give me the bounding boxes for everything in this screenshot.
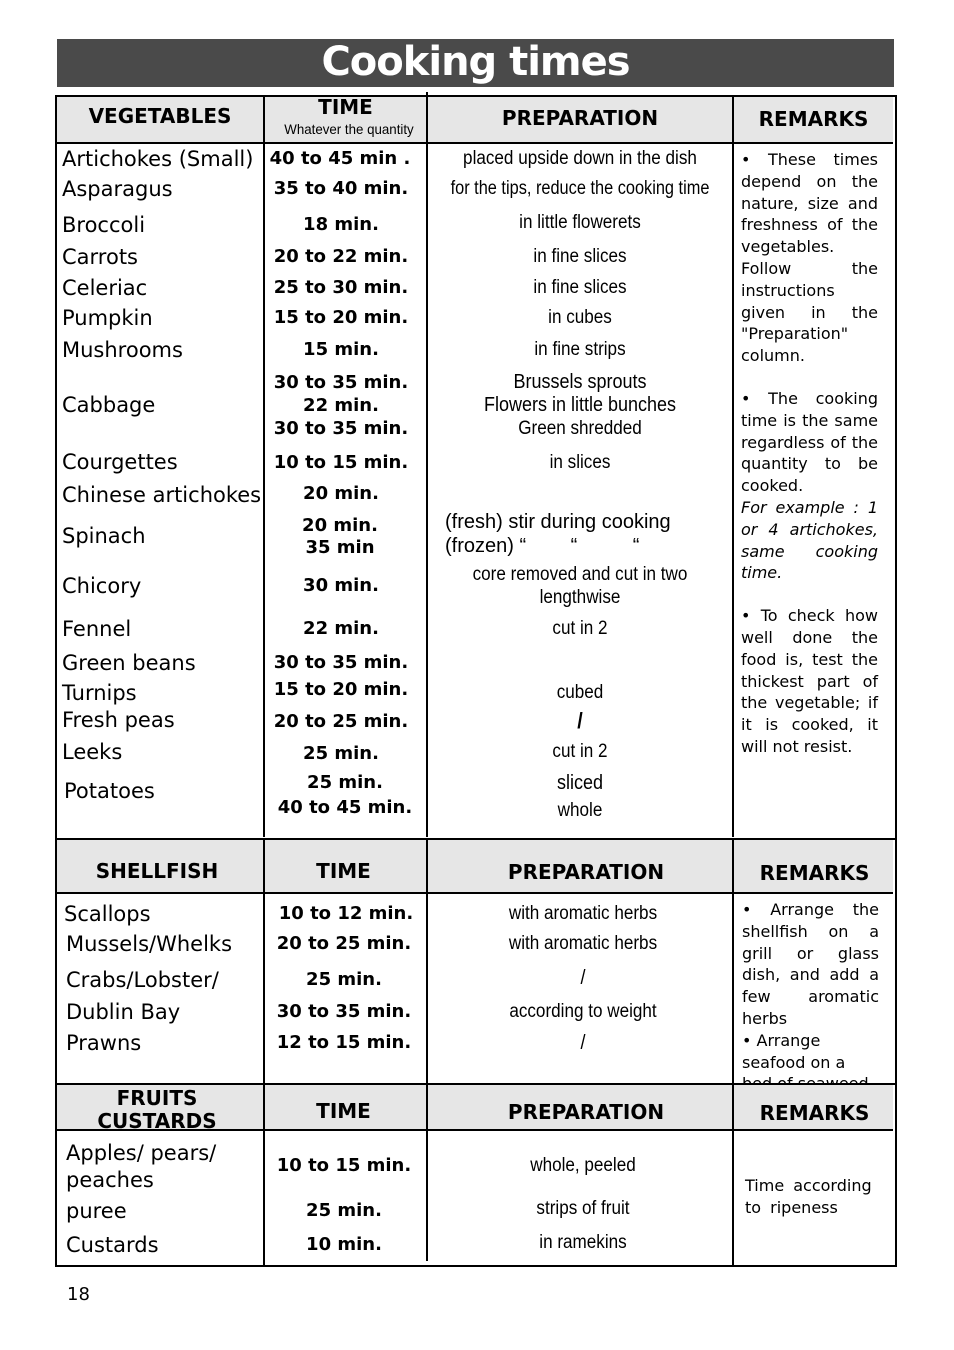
remark-text: • To check how well done the food is, test the thickest part of the vegetable; if it is cooked, it will not resist. bbox=[741, 606, 878, 756]
veg-time: 18 min. bbox=[303, 214, 379, 235]
veg-name: Broccoli bbox=[62, 213, 146, 237]
remarks-header: REMARKS bbox=[758, 107, 869, 131]
time-subheader: Whatever the quantity bbox=[284, 121, 414, 137]
veg-time: 30 to 35 min. bbox=[273, 418, 409, 439]
remark-text: For example : 1 or 4 artichokes, same cooking time. bbox=[741, 497, 878, 583]
veg-time: 40 to 45 min. bbox=[277, 797, 413, 818]
veg-prep: (fresh) stir during cooking bbox=[445, 511, 671, 533]
time-header: TIME bbox=[316, 859, 371, 883]
veg-prep: / bbox=[577, 708, 583, 733]
remark-text: • The cooking time is the same regardless of the quantity to be cooked. bbox=[741, 388, 878, 496]
veg-time: 20 to 22 min. bbox=[273, 246, 409, 267]
veg-name: Turnips bbox=[62, 681, 137, 705]
shellfish-name: Dublin Bay bbox=[66, 1000, 181, 1024]
shellfish-time: 25 min. bbox=[306, 969, 382, 990]
time-header: TIME bbox=[318, 95, 373, 119]
preparation-header: PREPARATION bbox=[501, 106, 659, 130]
page-number: 18 bbox=[67, 1284, 90, 1305]
shellfish-remarks bbox=[742, 899, 879, 1095]
veg-prep: cut in 2 bbox=[552, 741, 608, 762]
veg-time: 20 to 25 min. bbox=[273, 711, 409, 732]
veg-time: 15 to 20 min. bbox=[273, 307, 409, 328]
veg-prep: (frozen) “ “ “ bbox=[445, 535, 640, 557]
veg-name: Fresh peas bbox=[62, 708, 175, 732]
fruit-prep: strips of fruit bbox=[536, 1198, 630, 1219]
veg-name: Chicory bbox=[62, 574, 142, 598]
veg-prep: Brussels sprouts bbox=[513, 371, 647, 393]
shellfish-prep: / bbox=[580, 1032, 586, 1054]
veg-prep: in fine slices bbox=[533, 277, 627, 298]
veg-time: 20 min. bbox=[302, 515, 378, 536]
fruit-name: Custards bbox=[66, 1233, 159, 1257]
shellfish-time: 20 to 25 min. bbox=[276, 933, 412, 954]
veg-prep: whole bbox=[557, 800, 603, 821]
remark-text: • Arrange the shellfish on a grill or glass dish, and add a few aromatic herbs bbox=[742, 900, 879, 1028]
preparation-header: PREPARATION bbox=[507, 1100, 665, 1124]
veg-time: 22 min. bbox=[303, 395, 379, 416]
fruit-prep: whole, peeled bbox=[530, 1155, 636, 1176]
veg-time: 15 min. bbox=[303, 339, 379, 360]
remark-text: Time according to ripeness bbox=[745, 1176, 872, 1217]
veg-time: 35 min bbox=[305, 537, 375, 558]
veg-prep: in slices bbox=[549, 452, 611, 473]
veg-prep: in little flowerets bbox=[519, 212, 641, 233]
veg-prep: Flowers in little bunches bbox=[483, 394, 677, 416]
shellfish-prep: / bbox=[580, 967, 586, 989]
shellfish-header: SHELLFISH bbox=[95, 859, 219, 883]
fruit-time: 25 min. bbox=[306, 1200, 382, 1221]
veg-time: 25 min. bbox=[307, 772, 383, 793]
shellfish-time: 30 to 35 min. bbox=[276, 1001, 412, 1022]
remark-text: • Arrange seafood on a bbox=[742, 1030, 846, 1072]
vegetables-header: VEGETABLES bbox=[88, 104, 232, 128]
veg-prep: cut in 2 bbox=[552, 618, 608, 639]
veg-name: Green beans bbox=[62, 651, 196, 675]
custards-header: CUSTARDS bbox=[97, 1109, 217, 1133]
veg-time: 22 min. bbox=[303, 618, 379, 639]
veg-time: 20 min. bbox=[303, 483, 379, 504]
veg-name: Potatoes bbox=[64, 779, 155, 803]
veg-name: Spinach bbox=[62, 524, 146, 548]
veg-name: Chinese artichokes bbox=[62, 483, 262, 507]
fruit-time: 10 min. bbox=[306, 1234, 382, 1255]
veg-name: Cabbage bbox=[62, 393, 156, 417]
veg-prep: for the tips, reduce the cooking time bbox=[450, 178, 710, 199]
veg-name: Pumpkin bbox=[62, 306, 153, 330]
veg-prep: placed upside down in the dish bbox=[463, 148, 697, 169]
remarks-header: REMARKS bbox=[759, 861, 870, 885]
fruit-time: 10 to 15 min. bbox=[276, 1155, 412, 1176]
time-header: TIME bbox=[316, 1099, 371, 1123]
shellfish-prep: with aromatic herbs bbox=[508, 903, 658, 924]
veg-time: 35 to 40 min. bbox=[273, 178, 409, 199]
veg-name: Celeriac bbox=[62, 276, 148, 300]
shellfish-name: Crabs/Lobster/ bbox=[66, 968, 219, 992]
fruit-name: peaches bbox=[66, 1168, 154, 1192]
fruits-remarks bbox=[745, 1175, 885, 1219]
veg-prep: in fine slices bbox=[533, 246, 627, 267]
veg-name: Asparagus bbox=[62, 177, 173, 201]
remarks-header: REMARKS bbox=[759, 1101, 870, 1125]
veg-name: Carrots bbox=[62, 245, 138, 269]
veg-prep: in cubes bbox=[548, 307, 612, 328]
remark-text: • These times depend on the nature, size and freshness of the vegetables. Follow the instructions given in the "Preparation" column. bbox=[741, 150, 878, 366]
shellfish-name: Prawns bbox=[66, 1031, 142, 1055]
shellfish-prep: according to weight bbox=[509, 1001, 657, 1022]
veg-name: Leeks bbox=[62, 740, 123, 764]
shellfish-prep: with aromatic herbs bbox=[508, 933, 658, 954]
veg-time: 40 to 45 min . bbox=[269, 148, 411, 169]
veg-name: Courgettes bbox=[62, 450, 178, 474]
veg-prep: sliced bbox=[556, 772, 604, 794]
veg-time: 25 min. bbox=[303, 743, 379, 764]
vegetables-remarks bbox=[741, 149, 878, 758]
shellfish-name: Scallops bbox=[64, 902, 151, 926]
fruit-name: puree bbox=[66, 1199, 127, 1223]
veg-prep: core removed and cut in two bbox=[472, 564, 688, 585]
veg-time: 30 to 35 min. bbox=[273, 372, 409, 393]
shellfish-time: 10 to 12 min. bbox=[278, 903, 414, 924]
fruit-name: Apples/ pears/ bbox=[66, 1141, 217, 1165]
veg-name: Fennel bbox=[62, 617, 132, 641]
veg-time: 30 to 35 min. bbox=[273, 652, 409, 673]
veg-time: 25 to 30 min. bbox=[273, 277, 409, 298]
shellfish-name: Mussels/Whelks bbox=[66, 932, 233, 956]
veg-prep: in fine strips bbox=[534, 339, 626, 360]
veg-prep: lengthwise bbox=[539, 587, 621, 608]
veg-time: 10 to 15 min. bbox=[273, 452, 409, 473]
veg-name: Artichokes (Small) bbox=[62, 147, 254, 171]
shellfish-time: 12 to 15 min. bbox=[276, 1032, 412, 1053]
veg-name: Mushrooms bbox=[62, 338, 183, 362]
fruit-prep: in ramekins bbox=[539, 1232, 627, 1253]
veg-prep: Green shredded bbox=[518, 418, 642, 439]
veg-time: 15 to 20 min. bbox=[273, 679, 409, 700]
fruits-header: FRUITS bbox=[116, 1086, 198, 1110]
veg-prep: cubed bbox=[556, 682, 604, 703]
page-title: Cooking times bbox=[57, 39, 894, 87]
veg-time: 30 min. bbox=[303, 575, 379, 596]
preparation-header: PREPARATION bbox=[507, 860, 665, 884]
